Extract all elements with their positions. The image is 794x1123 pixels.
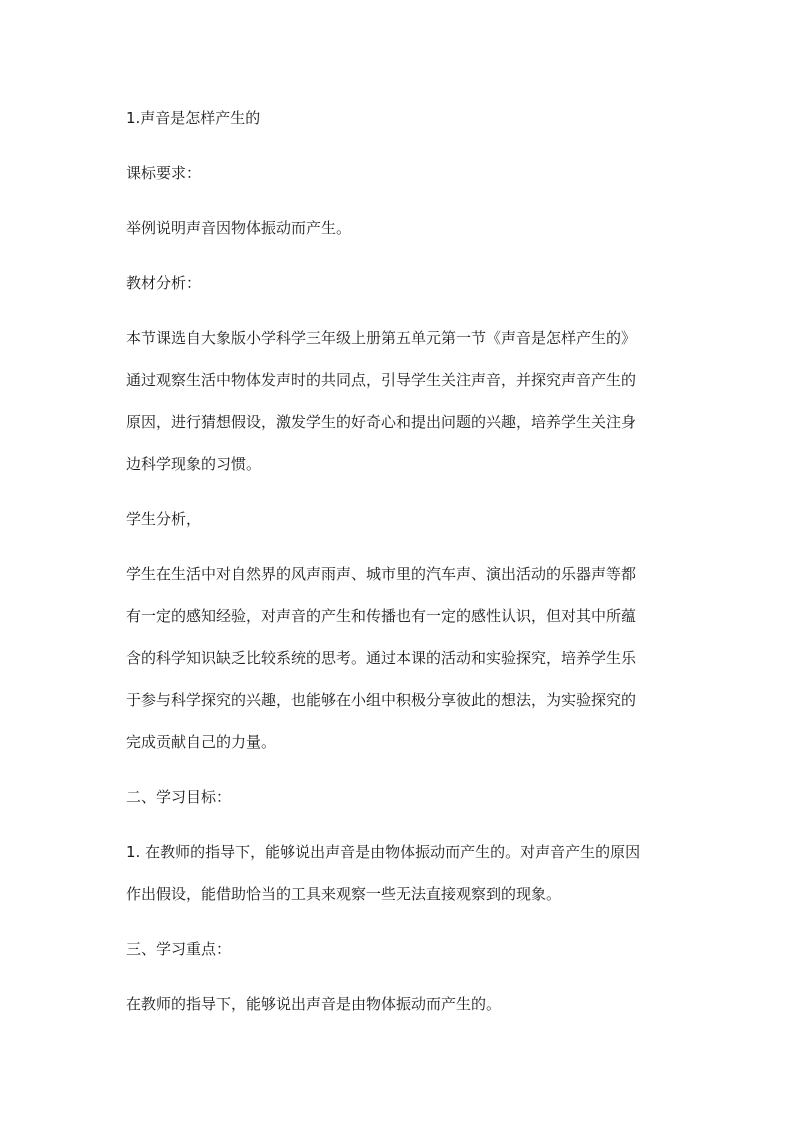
objectives-text-line-2: 作出假设，能借助恰当的工具来观察一些无法直接观察到的现象。 — [126, 885, 562, 903]
students-text-line-2: 有一定的感知经验，对声音的产生和传播也有一定的感性认识，但对其中所蕴 — [126, 607, 637, 625]
students-text-line-4: 于参与科学探究的兴趣，也能够在小组中积极分享彼此的想法，为实验探究的 — [126, 691, 637, 709]
textbook-heading: 教材分析： — [126, 274, 202, 292]
students-text-line-5: 完成贡献自己的力量。 — [126, 733, 277, 751]
students-text-line-3: 含的科学知识缺乏比较系统的思考。通过本课的活动和实验探究，培养学生乐 — [126, 649, 637, 667]
curriculum-heading: 课标要求： — [126, 164, 202, 182]
students-heading: 学生分析， — [126, 510, 202, 528]
textbook-text-line-2: 通过观察生活中物体发声时的共同点，引导学生关注声音，并探究声音产生的 — [126, 371, 637, 389]
objectives-heading: 二、学习目标： — [126, 788, 232, 806]
key-points-heading: 三、学习重点： — [126, 940, 232, 958]
key-points-text-line-1: 在教师的指导下，能够说出声音是由物体振动而产生的。 — [126, 995, 502, 1013]
textbook-text-line-4: 边科学现象的习惯。 — [126, 455, 262, 473]
textbook-text-line-3: 原因，进行猜想假设，激发学生的好奇心和提出问题的兴趣，培养学生关注身 — [126, 413, 637, 431]
textbook-text-line-1: 本节课选自大象版小学科学三年级上册第五单元第一节《声音是怎样产生的》 — [126, 329, 637, 347]
students-text-line-1: 学生在生活中对自然界的风声雨声、城市里的汽车声、演出活动的乐器声等都 — [126, 565, 637, 583]
objectives-text-line-1: 1. 在教师的指导下，能够说出声音是由物体振动而产生的。对声音产生的原因 — [126, 843, 641, 861]
document-title: 1.声音是怎样产生的 — [126, 109, 261, 127]
curriculum-text-line-1: 举例说明声音因物体振动而产生。 — [126, 219, 352, 237]
